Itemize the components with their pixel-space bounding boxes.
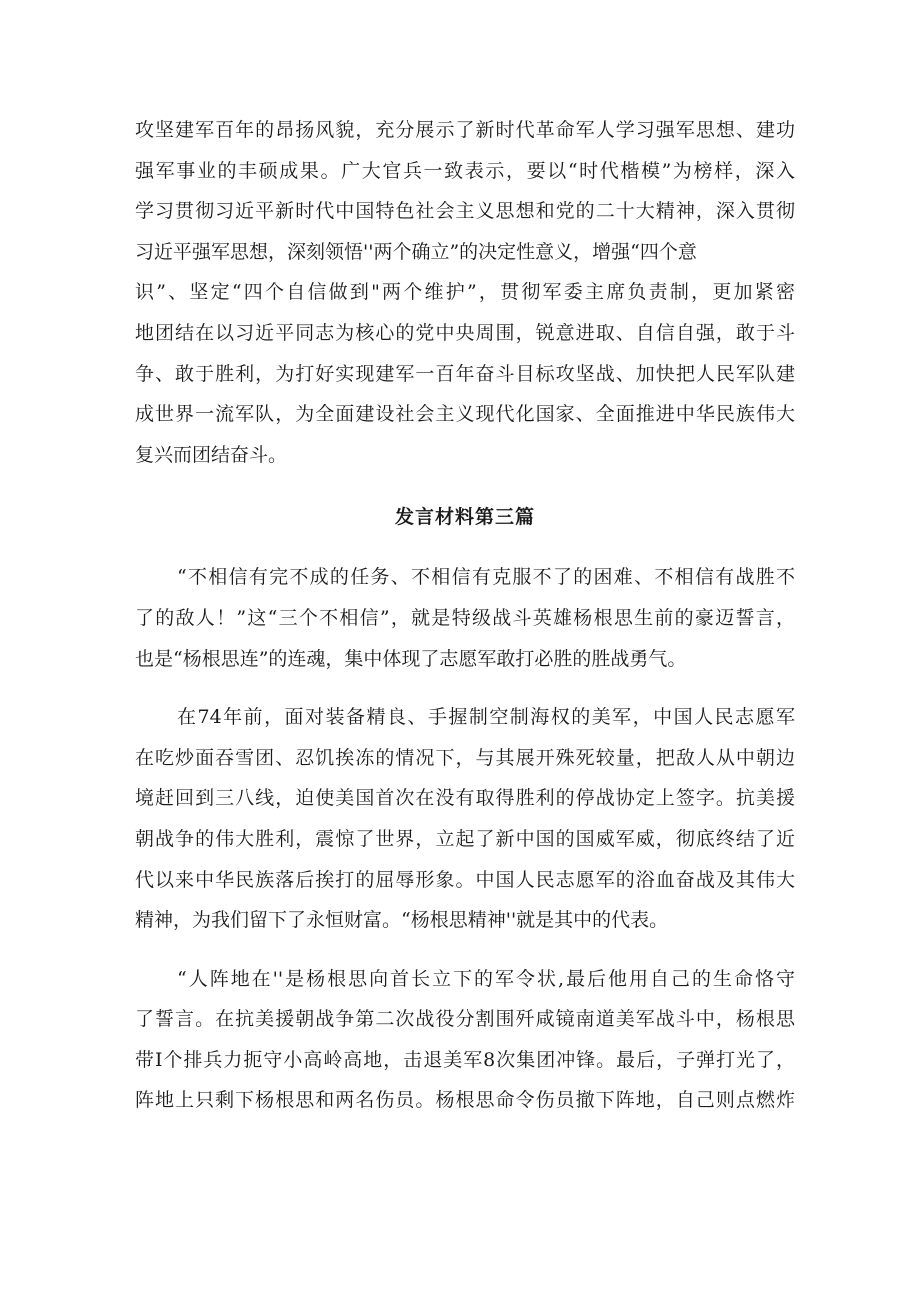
paragraph-3 (135, 959, 795, 1121)
intro-line: 地团结在以习近平同志为核心的党中央周围，锐意进取、自信自强，敢于斗 (135, 321, 795, 344)
paragraph-line: 了誓言。在抗美援朝战争第二次战役分割围歼咸镜南道美军战斗中，杨根思 (135, 1008, 795, 1031)
paragraph-line: “不相信有完不成的任务、不相信有克服不了的困难、不相信有战胜不 (177, 566, 795, 589)
paragraph-line: “人阵地在''是杨根思向首长立下的军令状,最后他用自己的生命恪守 (177, 967, 795, 990)
intro-paragraph (135, 110, 795, 475)
intro-line: 习近平强军思想，深刻领悟''两个确立”的决定性意义，增强“四个意 (135, 240, 697, 263)
intro-line: 学习贯彻习近平新时代中国特色社会主义思想和党的二十大精神，深入贯彻 (135, 200, 795, 223)
intro-line: 争、敢于胜利，为打好实现建军一百年奋斗目标攻坚战、加快把人民军队建 (135, 362, 795, 385)
paragraph-line: 在74年前，面对装备精良、手握制空制海权的美军，中国人民志愿军 (177, 706, 795, 729)
paragraph-line: 了的敌人！”这“三个不相信”，就是特级战斗英雄杨根思生前的豪迈誓言， (135, 606, 795, 629)
paragraph-gap (135, 941, 795, 959)
intro-line: 攻坚建军百年的昂扬风貌，充分展示了新时代革命军人学习强军思想、建功 (135, 119, 795, 141)
paragraph-gap (135, 679, 795, 697)
paragraph-line: 精神，为我们留下了永恒财富。“杨根思精神''就是其中的代表。 (135, 909, 669, 932)
paragraph-2 (135, 697, 795, 941)
paragraph-line: 也是“杨根思连”的连魂，集中体现了志愿军敢打必胜的胜战勇气。 (135, 647, 687, 670)
paragraph-line: 朝战争的伟大胜利，震惊了世界，立起了新中国的国威军威，彻底终结了近 (135, 827, 795, 850)
intro-line: 复兴而团结奋斗。 (135, 443, 288, 466)
paragraph-line: 境赶回到三八线，迫使美国首次在没有取得胜利的停战协定上签字。抗美援 (135, 787, 795, 810)
paragraph-line: 在吃炒面吞雪团、忍饥挨冻的情况下，与其展开殊死较量，把敌人从中朝边 (135, 746, 795, 769)
intro-line: 成世界一流军队，为全面建设社会主义现代化国家、全面推进中华民族伟大 (135, 403, 795, 426)
paragraph-line: 代以来中华民族落后挨打的屈辱形象。中国人民志愿军的浴血奋战及其伟大 (135, 868, 795, 891)
paragraph-1 (135, 557, 795, 679)
intro-line: 强军事业的丰硕成果。广大官兵一致表示，要以“时代楷模”为榜样，深入 (135, 159, 795, 182)
intro-line: 识”、坚定“四个自信做到"两个维护”，贯彻军委主席负责制，更加紧密 (135, 281, 795, 304)
document-page (135, 110, 795, 1121)
paragraph-line: 阵地上只剩下杨根思和两名伤员。杨根思命令伤员撤下阵地，自己则点燃炸 (135, 1089, 795, 1112)
paragraph-line: 带I个排兵力扼守小高岭高地，击退美军8次集团冲锋。最后，子弹打光了， (135, 1048, 795, 1071)
section-title: 发言材料第三篇 (394, 506, 535, 529)
